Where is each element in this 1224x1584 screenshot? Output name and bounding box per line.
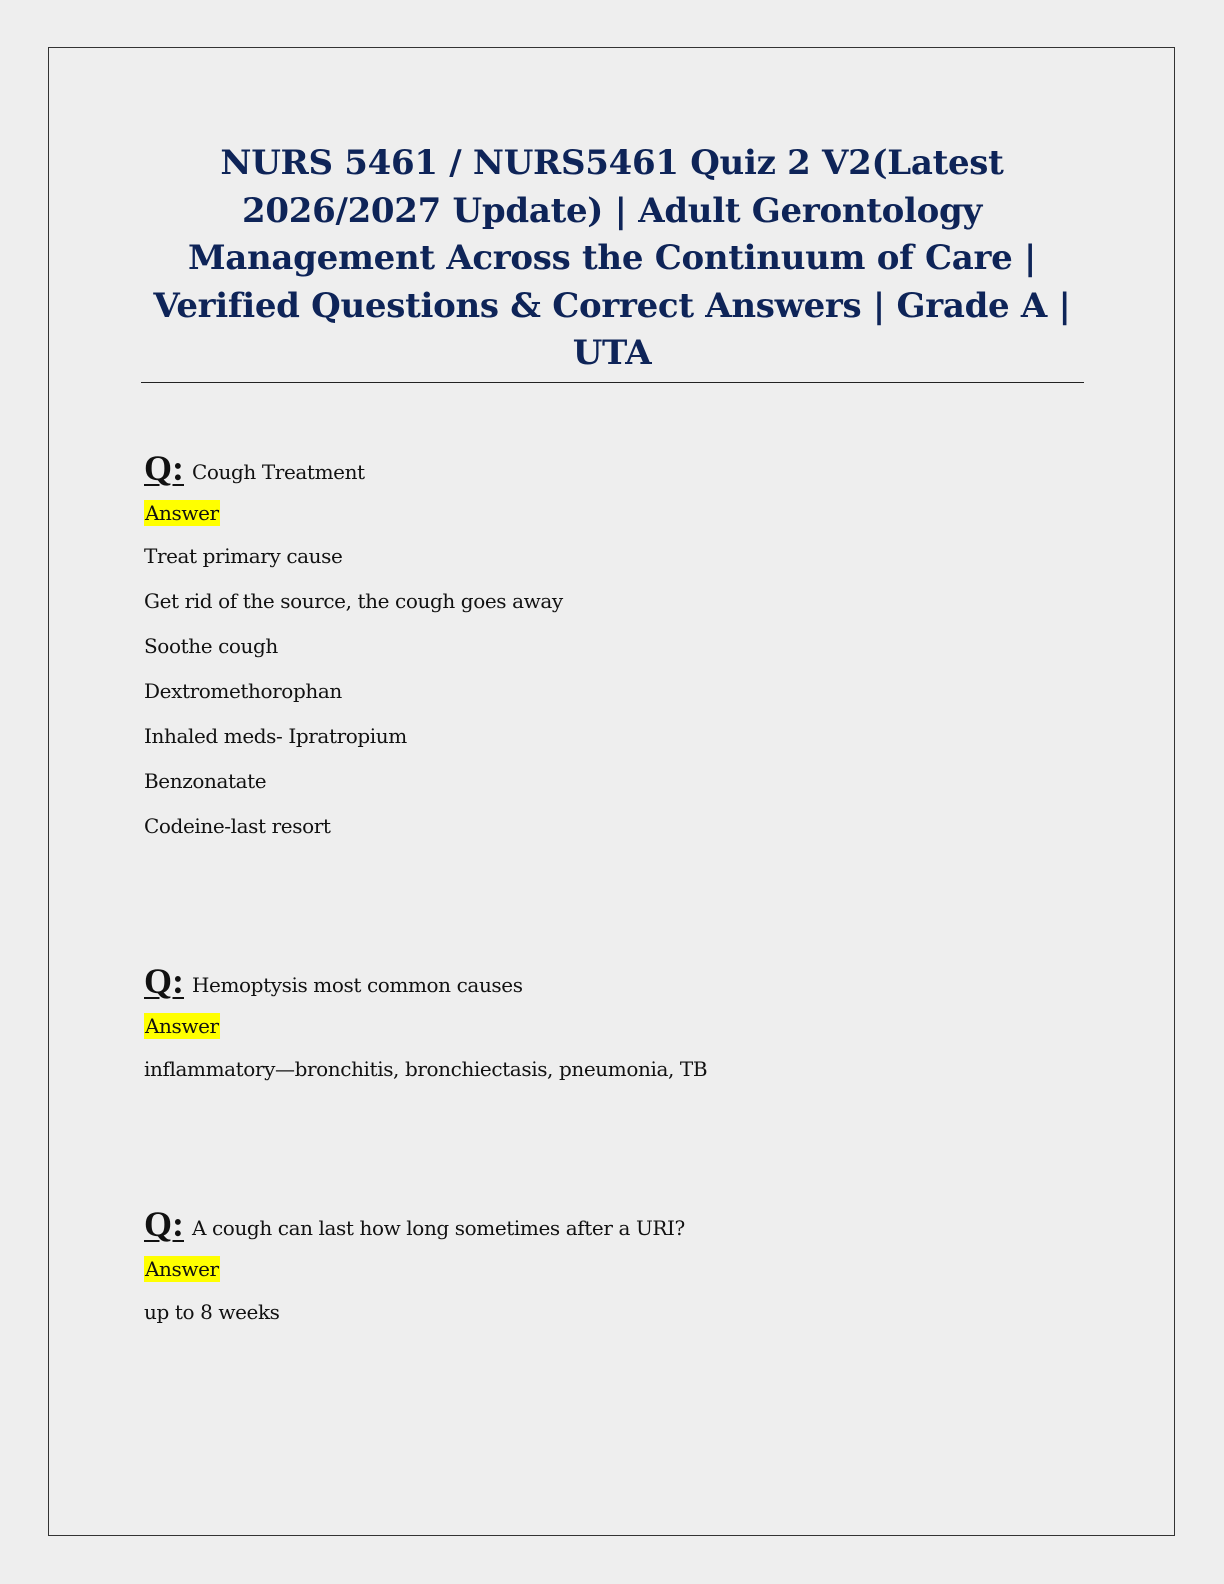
- answer-label: Answer: [145, 501, 219, 525]
- title-divider: [141, 382, 1084, 383]
- answer-line: Dextromethorophan: [144, 679, 342, 703]
- answer-line: Codeine-last resort: [144, 814, 331, 838]
- question-label: Q:: [144, 448, 184, 488]
- document-title: [140, 140, 1084, 378]
- answer-line: Inhaled meds- Ipratropium: [144, 724, 407, 748]
- answer-line: Benzonatate: [144, 769, 267, 793]
- answer-line: inflammatory—bronchitis, bronchiectasis, pneumonia, TB: [144, 1057, 708, 1081]
- question-label: Q:: [144, 1204, 184, 1244]
- answer-list: [144, 1057, 1044, 1081]
- answer-line: Treat primary cause: [144, 544, 343, 568]
- question-text: Cough Treatment: [192, 460, 365, 484]
- qa-item: [144, 953, 1044, 1081]
- question-label: Q:: [144, 961, 184, 1001]
- question-text: Hemoptysis most common causes: [192, 973, 523, 997]
- answer-line: Soothe cough: [144, 634, 278, 658]
- question-line: [144, 440, 1044, 486]
- title-line: NURS 5461 / NURS5461 Quiz 2 V2(Latest: [220, 143, 1004, 183]
- title-line: Verified Questions & Correct Answers | Grade A |: [153, 285, 1071, 326]
- title-line: UTA: [572, 333, 652, 373]
- title-line: Management Across the Continuum of Care |: [187, 238, 1037, 278]
- answer-label: Answer: [145, 1014, 219, 1038]
- qa-item: [144, 440, 1044, 838]
- answer-line: Get rid of the source, the cough goes away: [144, 589, 563, 613]
- question-text: A cough can last how long sometimes after a URI?: [192, 1216, 685, 1240]
- answer-line: up to 8 weeks: [144, 1300, 280, 1324]
- qa-item: [144, 1196, 1044, 1324]
- answer-list: [144, 544, 1044, 838]
- title-line: 2026/2027 Update) | Adult Gerontology: [242, 190, 982, 231]
- question-line: [144, 953, 1044, 999]
- answer-list: [144, 1300, 1044, 1324]
- answer-label: Answer: [145, 1257, 219, 1281]
- question-line: [144, 1196, 1044, 1242]
